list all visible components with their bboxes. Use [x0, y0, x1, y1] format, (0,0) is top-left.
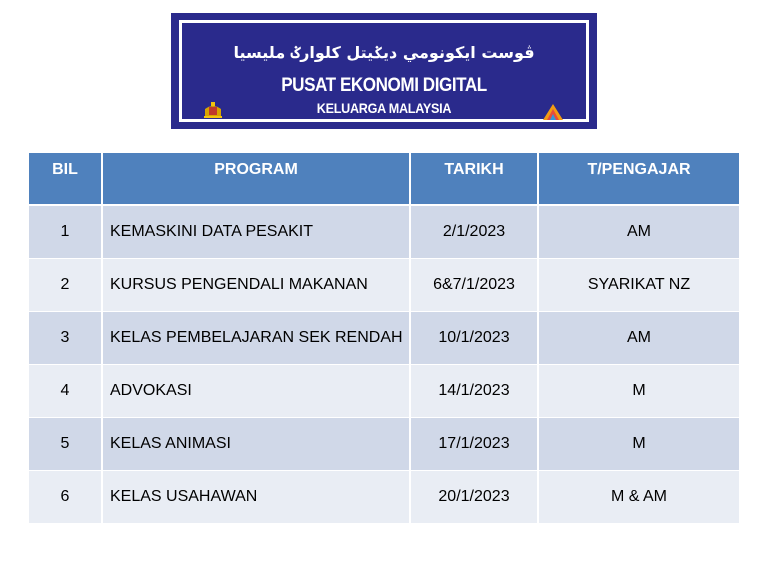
cell-bil: 2: [29, 258, 102, 311]
cell-program: KELAS ANIMASI: [102, 417, 410, 470]
banner-frame: [179, 20, 589, 122]
cell-bil: 1: [29, 205, 102, 258]
cell-pengajar: M & AM: [538, 470, 739, 523]
cell-program: ADVOKASI: [102, 364, 410, 417]
table-row: [29, 364, 739, 417]
cell-tarikh: 14/1/2023: [410, 364, 538, 417]
cell-pengajar: AM: [538, 311, 739, 364]
cell-program: KELAS USAHAWAN: [102, 470, 410, 523]
header-bil: BIL: [29, 153, 102, 205]
coat-of-arms-icon: [202, 101, 224, 119]
cell-tarikh: 2/1/2023: [410, 205, 538, 258]
table-row: [29, 205, 739, 258]
header-tarikh: TARIKH: [410, 153, 538, 205]
cell-pengajar: M: [538, 364, 739, 417]
cell-tarikh: 6&7/1/2023: [410, 258, 538, 311]
table-row: [29, 311, 739, 364]
banner-subtitle: KELUARGA MALAYSIA: [316, 100, 452, 116]
program-schedule-table: [29, 153, 739, 524]
cell-pengajar: SYARIKAT NZ: [538, 258, 739, 311]
cell-pengajar: AM: [538, 205, 739, 258]
cell-tarikh: 10/1/2023: [410, 311, 538, 364]
cell-bil: 4: [29, 364, 102, 417]
banner-jawi-title: ڤوست ايکونومي ديݢيتل کلوارݢ مليسيا: [233, 43, 535, 62]
cell-tarikh: 20/1/2023: [410, 470, 538, 523]
cell-pengajar: M: [538, 417, 739, 470]
table-header-row: [29, 153, 739, 205]
table-row: [29, 470, 739, 523]
cell-program: KURSUS PENGENDALI MAKANAN: [102, 258, 410, 311]
table-row: [29, 417, 739, 470]
triangle-logo-icon: [542, 103, 564, 121]
header-pengajar: T/PENGAJAR: [538, 153, 739, 205]
banner: [171, 13, 597, 129]
table-row: [29, 258, 739, 311]
cell-bil: 6: [29, 470, 102, 523]
cell-program: KEMASKINI DATA PESAKIT: [102, 205, 410, 258]
cell-bil: 5: [29, 417, 102, 470]
cell-tarikh: 17/1/2023: [410, 417, 538, 470]
cell-bil: 3: [29, 311, 102, 364]
cell-program: KELAS PEMBELAJARAN SEK RENDAH: [102, 311, 410, 364]
banner-title: PUSAT EKONOMI DIGITAL: [281, 75, 487, 96]
header-program: PROGRAM: [102, 153, 410, 205]
